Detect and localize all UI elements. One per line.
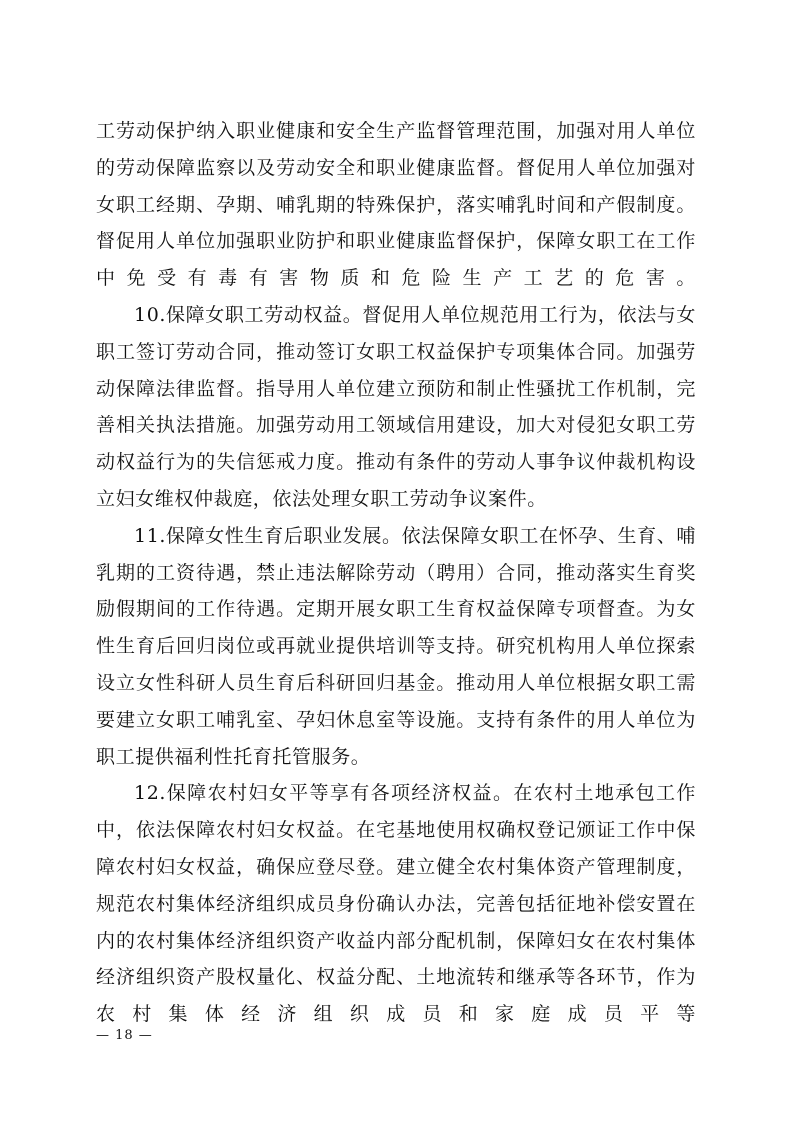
paragraph-continued: 工劳动保护纳入职业健康和安全生产监督管理范围，加强对用人单位的劳动保障监察以及劳动安全和职业健康监督。督促用人单位加强对女职工经期、孕期、哺乳期的特殊保护，落实哺乳时间和产假制度。督促用人单位加强职业防护和职业健康监督保护，保障女职工在工作中免受有毒有害物质和危险生产工艺的危害。 [96,120,696,290]
document-body [96,113,696,1033]
paragraph-item-12: 12.保障农村妇女平等享有各项经济权益。在农村土地承包工作中，依法保障农村妇女权益。在宅基地使用权确权登记颁证工作中保障农村妇女权益，确保应登尽登。建立健全农村集体资产管理制度，规范农村集体经济组织成员身份确认办法，完善包括征地补偿安置在内的农村集体经济组织资产收益内部分配机制，保障妇女在农村集体经济组织资产股权量化、权益分配、土地流转和继承等各环节，作为农村集体经济组织成员和家庭成员平等 [96,782,696,1026]
paragraph-item-11: 11.保障女性生育后职业发展。依法保障女职工在怀孕、生育、哺乳期的工资待遇，禁止违法解除劳动（聘用）合同，推动落实生育奖励假期间的工作待遇。定期开展女职工生育权益保障专项督查。为女性生育后回归岗位或再就业提供培训等支持。研究机构用人单位探索设立女性科研人员生育后科研回归基金。推动用人单位根据女职工需要建立女职工哺乳室、孕妇休息室等设施。支持有条件的用人单位为职工提供福利性托育托管服务。 [96,524,696,768]
page-number: — 18 — [96,1028,153,1043]
paragraph-item-10: 10.保障女职工劳动权益。督促用人单位规范用工行为，依法与女职工签订劳动合同，推动签订女职工权益保护专项集体合同。加强劳动保障法律监督。指导用人单位建立预防和制止性骚扰工作机制，完善相关执法措施。加强劳动用工领域信用建设，加大对侵犯女职工劳动权益行为的失信惩戒力度。推动有条件的劳动人事争议仲裁机构设立妇女维权仲裁庭，依法处理女职工劳动争议案件。 [96,303,696,510]
